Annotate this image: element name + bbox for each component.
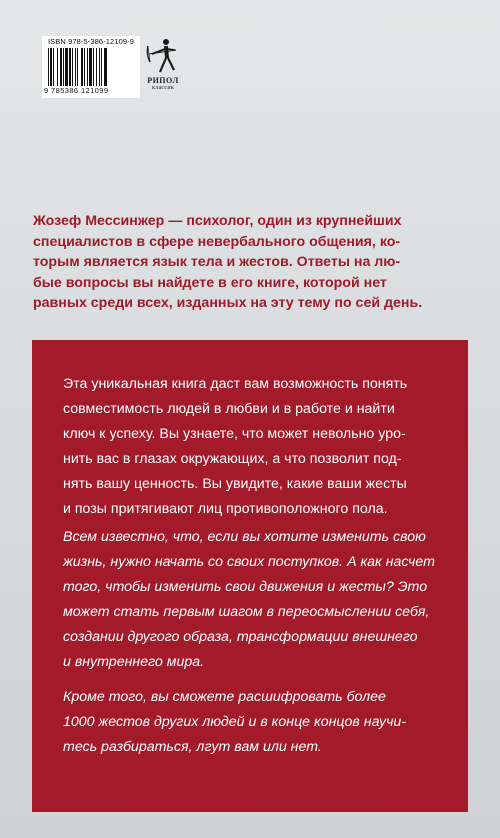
description-paragraph-2 — [63, 525, 463, 675]
description-paragraph-1 — [63, 372, 463, 522]
text-line: создании другого образа, трансформации внешнего — [63, 629, 418, 645]
text-line: Всем известно, что, если вы хотите изменить свою — [63, 529, 426, 545]
text-line: 1000 жестов других людей и в конце концов научи- — [63, 714, 407, 730]
intro-line: равных среди всех, изданных на эту тему по сей день. — [33, 295, 423, 311]
intro-line: бые вопросы вы найдете в его книге, которой нет — [33, 274, 387, 291]
text-line: ключ к успеху. Вы узнаете, что может невольно уро- — [63, 426, 406, 442]
barcode-number: 9 785386 121099 — [44, 86, 109, 95]
isbn-label: ISBN 978-5-386-12109-9 — [48, 37, 135, 46]
barcode — [42, 36, 140, 98]
text-line: и внутреннего мира. — [63, 654, 205, 670]
intro-line: специалистов в сфере невербального общения, ко- — [33, 233, 401, 250]
text-line: Эта уникальная книга даст вам возможность понять — [63, 376, 408, 392]
text-line: нить вас в глазах окружающих, а что позволит под- — [63, 451, 402, 467]
text-line: нять вашу ценность. Вы увидите, какие ваши жесты — [63, 476, 407, 492]
text-line: совместимость людей в любви и в работе и найти — [63, 401, 395, 417]
text-line: тесь разбираться, лгут вам или нет. — [63, 739, 322, 755]
barcode-bars — [48, 48, 134, 86]
publisher-subtitle: классик — [151, 85, 175, 91]
intro-line: Жозеф Мессинжер — психолог, один из крупнейших — [33, 213, 402, 229]
text-line: Кроме того, вы сможете расшифровать более — [63, 689, 386, 705]
description-paragraph-3 — [63, 685, 463, 760]
text-line: жизнь, нужно начать со своих поступков. А как насчет — [63, 554, 435, 570]
text-line: того, чтобы изменить свои движения и жесты? Это — [63, 579, 428, 595]
text-line: и позы притягивают лиц противоположного пола. — [63, 501, 388, 517]
intro-line: торым является язык тела и жестов. Ответы на лю- — [33, 254, 401, 270]
author-intro — [33, 211, 473, 314]
publisher-name: РИПОЛ — [147, 76, 179, 85]
text-line: может стать первым шагом в переосмыслении себя, — [63, 604, 430, 620]
